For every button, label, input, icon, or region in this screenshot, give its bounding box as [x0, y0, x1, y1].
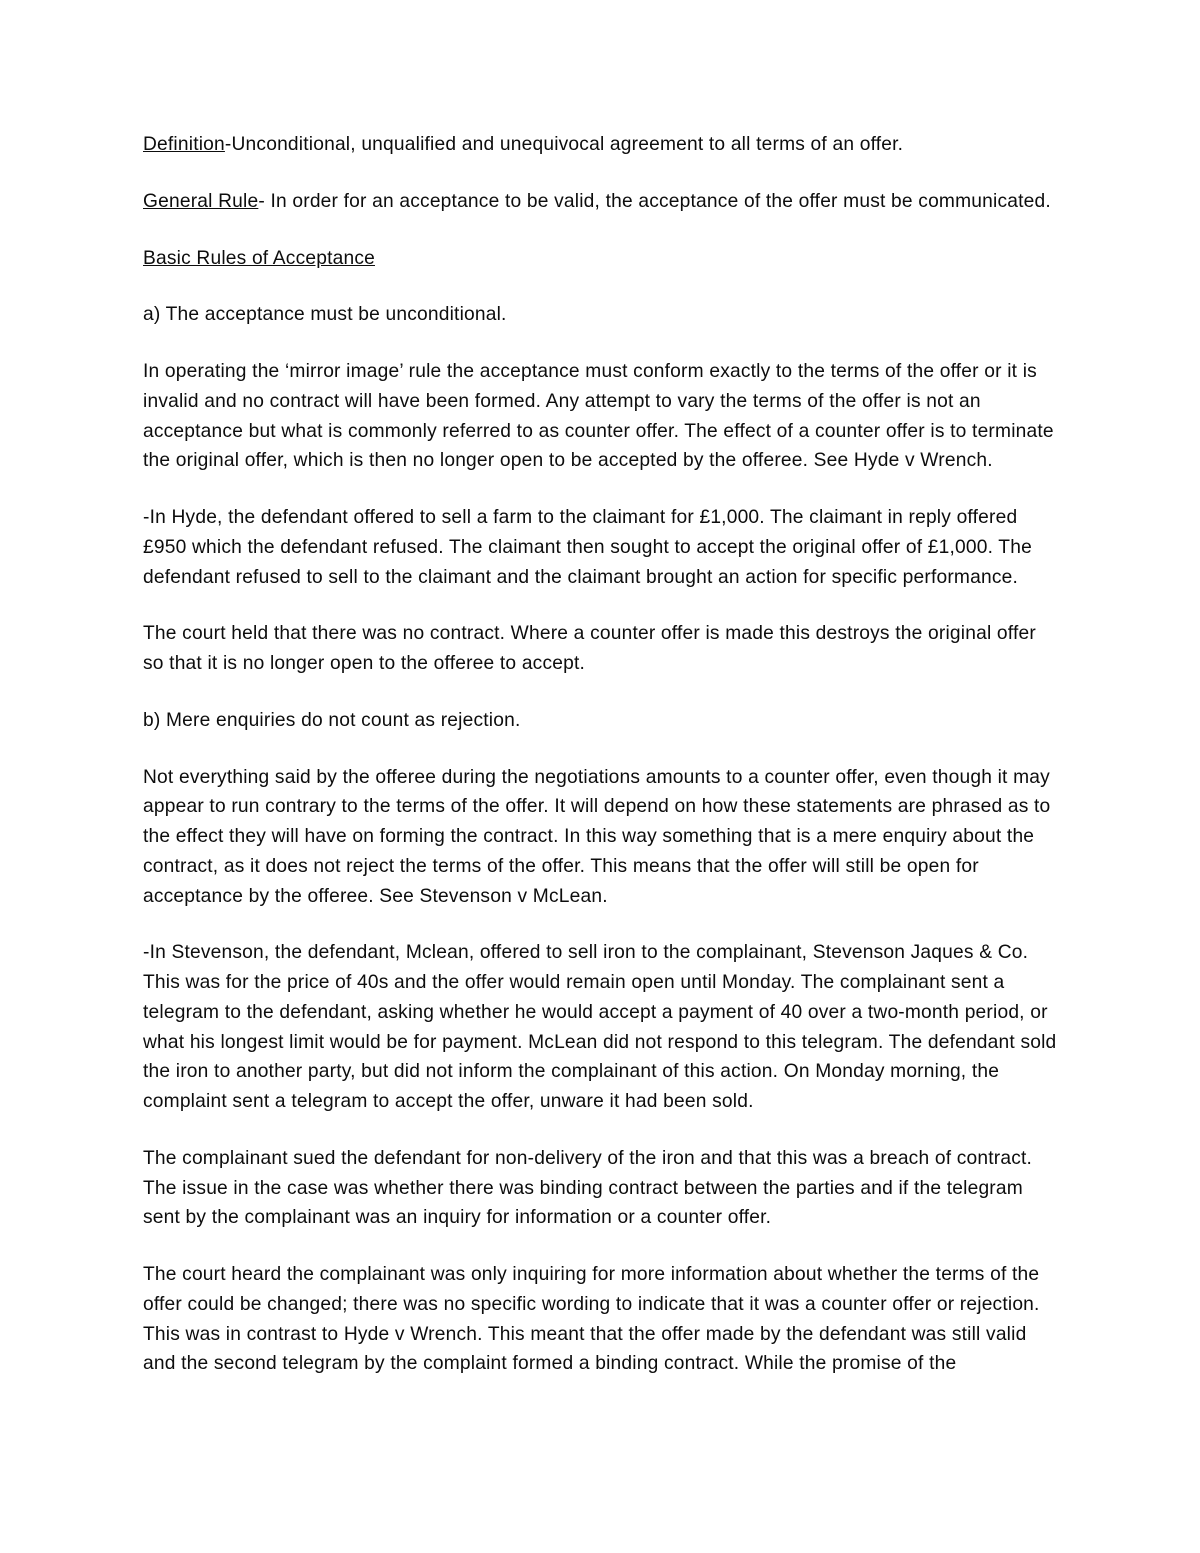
paragraph-lead-label: Definition	[143, 134, 225, 155]
paragraph-mere-enquiries	[143, 763, 1058, 912]
paragraph-mirror-image-rule	[143, 357, 1058, 476]
paragraph-text: The court held that there was no contract. Where a counter offer is made this destroys the original offer so that it is no longer open to the offeree to accept.	[143, 623, 1036, 674]
paragraph-text: - In order for an acceptance to be valid, the acceptance of the offer must be communicated.	[258, 190, 1051, 212]
paragraph-hyde-facts	[143, 503, 1058, 592]
paragraph-hyde-held	[143, 619, 1058, 679]
paragraph-general-rule	[143, 187, 1058, 217]
paragraph-text: -Unconditional, unqualified and unequivocal agreement to all terms of an offer.	[224, 134, 904, 155]
heading-basic-rules-of-acceptance	[143, 244, 1058, 274]
paragraph-text: -In Stevenson, the defendant, Mclean, offered to sell iron to the complainant, Stevenson Jaques & Co. This was for the price of 40s and the offer would remain open until Monday. The complainant sent a telegram to the defendant, asking whether he would accept a payment of 40 over a two-month period, or what his longest limit would be for payment. McLean did not respond to this telegram. The defendant sold the iron to another party, but did not inform the complainant of this action. On Monday morning, the complaint sent a telegram to accept the offer, unware it had been sold.	[143, 942, 1057, 1112]
paragraph-rule-a	[143, 300, 1058, 330]
document-body	[143, 130, 1058, 1379]
paragraph-text: The court heard the complainant was only inquiring for more information about whether the terms of the offer could be changed; there was no specific wording to indicate that it was a counter offer or rejection. This was in contrast to Hyde v Wrench. This meant that the offer made by the defendant was still valid and the second telegram by the complaint formed a binding contract. While the promise of the	[143, 1264, 1040, 1375]
paragraph-lead-label: General Rule	[143, 190, 259, 212]
paragraph-text: b) Mere enquiries do not count as rejection.	[143, 709, 521, 731]
paragraph-text: The complainant sued the defendant for non-delivery of the iron and that this was a breach of contract. The issue in the case was whether there was binding contract between the parties and if the telegram sent by the complainant was an inquiry for information or a counter offer.	[143, 1147, 1033, 1229]
paragraph-rule-b	[143, 706, 1058, 736]
paragraph-text: Not everything said by the offeree during the negotiations amounts to a counter offer, even though it may appear to run contrary to the terms of the offer. It will depend on how these statements are phrased as to the effect they will have on forming the contract. In this way something that is a mere enquiry about the contract, as it does not reject the terms of the offer. This means that the offer will still be open for acceptance by the offeree. See Stevenson v McLean.	[143, 766, 1051, 907]
paragraph-stevenson-held	[143, 1260, 1058, 1379]
paragraph-text: -In Hyde, the defendant offered to sell a farm to the claimant for £1,000. The claimant in reply offered £950 which the defendant refused. The claimant then sought to accept the original offer of £1,000. The defendant refused to sell to the claimant and the claimant brought an action for specific performance.	[143, 507, 1032, 588]
paragraph-text: a) The acceptance must be unconditional.	[143, 304, 507, 326]
paragraph-text: In operating the ‘mirror image’ rule the acceptance must conform exactly to the terms of the offer or it is invalid and no contract will have been formed. Any attempt to vary the terms of the offer is not an acceptance but what is commonly referred to as counter offer. The effect of a counter offer is to terminate the original offer, which is then no longer open to be accepted by the offeree. See Hyde v Wrench.	[143, 361, 1054, 472]
paragraph-definition	[143, 130, 1058, 160]
paragraph-stevenson-issue	[143, 1144, 1058, 1233]
paragraph-stevenson-facts	[143, 938, 1058, 1117]
paragraph-lead-label: Basic Rules of Acceptance	[143, 247, 375, 269]
